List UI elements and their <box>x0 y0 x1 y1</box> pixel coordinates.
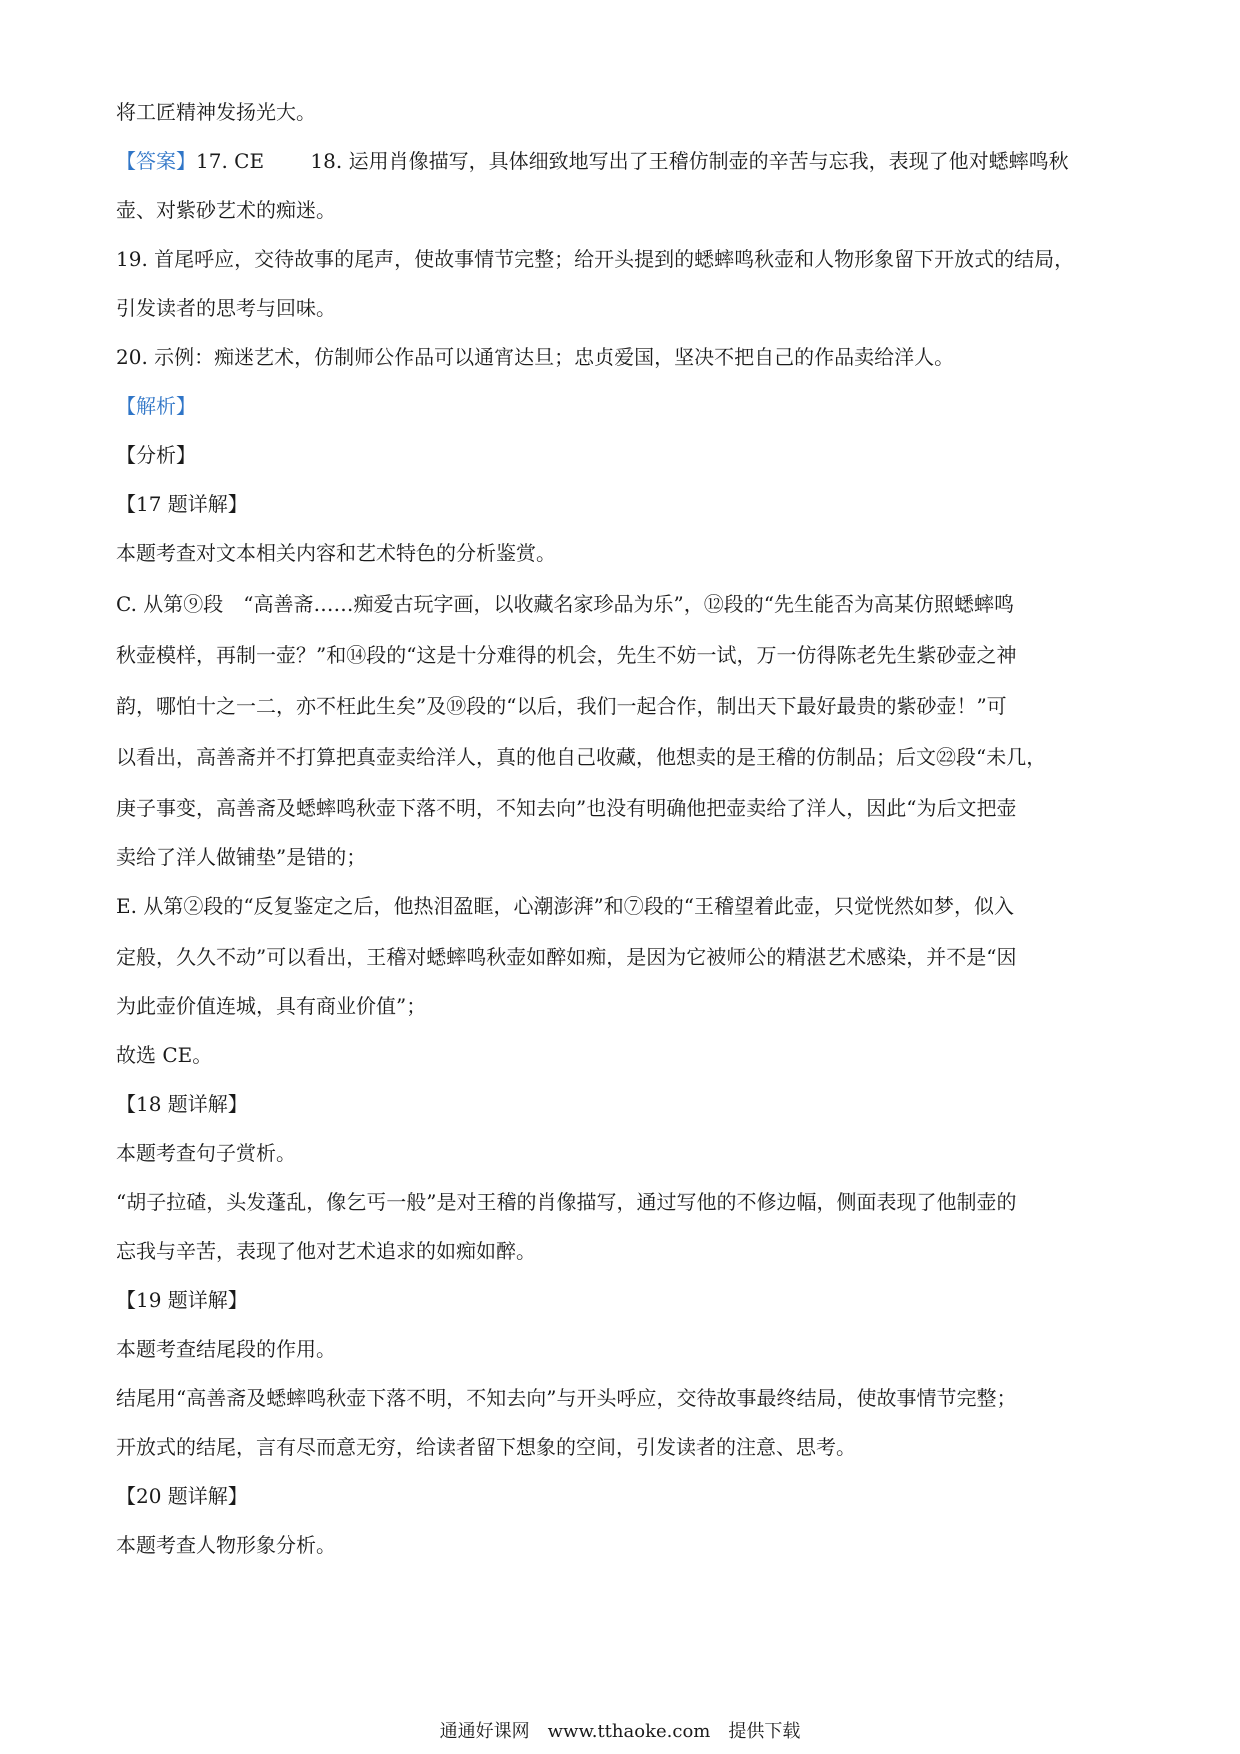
answer-line <box>116 146 1069 176</box>
section-heading: 【18 题详解】 <box>116 1092 248 1116</box>
text-line: 20. 示例：痴迷艺术，仿制师公作品可以通宵达旦；忠贞爱国，坚决不把自己的作品卖给洋人。 <box>116 345 955 369</box>
answer-tag: 【答案】 <box>116 149 196 173</box>
text-line: 将工匠精神发扬光大。 <box>116 100 316 124</box>
text-line: 定般，久久不动”可以看出，王稽对蟋蟀鸣秋壶如醉如痴，是因为它被师公的精湛艺术感染，并不是“因 <box>116 945 1017 969</box>
text-line: 以看出，高善斋并不打算把真壶卖给洋人，真的他自己收藏，他想卖的是王稽的仿制品；后文㉒段“未几， <box>116 745 1047 769</box>
section-heading: 【17 题详解】 <box>116 492 248 516</box>
text-line: 开放式的结尾，言有尽而意无穷，给读者留下想象的空间，引发读者的注意、思考。 <box>116 1435 856 1459</box>
section-heading: 【19 题详解】 <box>116 1288 248 1312</box>
text-line: 庚子事变，高善斋及蟋蟀鸣秋壶下落不明，不知去向”也没有明确他把壶卖给了洋人，因此“为后文把壶 <box>116 796 1017 820</box>
text-line: “胡子拉碴，头发蓬乱，像乞丐一般”是对王稽的肖像描写，通过写他的不修边幅，侧面表现了他制壶的 <box>116 1190 1017 1214</box>
text-line: 忘我与辛苦，表现了他对艺术追求的如痴如醉。 <box>116 1239 536 1263</box>
text-line: 壶、对紫砂艺术的痴迷。 <box>116 198 336 222</box>
text-line: 韵，哪怕十之一二，亦不枉此生矣”及⑲段的“以后，我们一起合作，制出天下最好最贵的紫砂壶！”可 <box>116 694 1007 718</box>
text-line: 本题考查人物形象分析。 <box>116 1533 336 1557</box>
analysis-tag: 【解析】 <box>116 394 196 418</box>
text-line: 结尾用“高善斋及蟋蟀鸣秋壶下落不明，不知去向”与开头呼应，交待故事最终结局，使故事情节完整； <box>116 1386 1017 1410</box>
text-line: 本题考查对文本相关内容和艺术特色的分析鉴赏。 <box>116 541 556 565</box>
section-heading: 【分析】 <box>116 443 196 467</box>
answer-text: 17. CE 18. 运用肖像描写，具体细致地写出了王稽仿制壶的辛苦与忘我，表现了他对蟋蟀鸣秋 <box>196 149 1069 173</box>
text-line: 本题考查句子赏析。 <box>116 1141 296 1165</box>
page-footer: 通通好课网 www.tthaoke.com 提供下载 <box>439 1721 801 1742</box>
text-line: 19. 首尾呼应，交待故事的尾声，使故事情节完整；给开头提到的蟋蟀鸣秋壶和人物形象留下开放式的结局， <box>116 247 1075 271</box>
section-heading: 【20 题详解】 <box>116 1484 248 1508</box>
text-line: 卖给了洋人做铺垫”是错的； <box>116 845 367 869</box>
text-line: 故选 CE。 <box>116 1043 213 1067</box>
text-line: C. 从第⑨段 “高善斋……痴爱古玩字画，以收藏名家珍品为乐”，⑫段的“先生能否为高某仿照蟋蟀鸣 <box>116 592 1014 616</box>
text-line: E. 从第②段的“反复鉴定之后，他热泪盈眶，心潮澎湃”和⑦段的“王稽望着此壶，只觉恍然如梦，似入 <box>116 894 1014 918</box>
text-line: 秋壶模样，再制一壶？”和⑭段的“这是十分难得的机会，先生不妨一试，万一仿得陈老先生紫砂壶之神 <box>116 643 1017 667</box>
text-line: 为此壶价值连城，具有商业价值”； <box>116 994 427 1018</box>
text-line: 引发读者的思考与回味。 <box>116 296 336 320</box>
text-line: 本题考查结尾段的作用。 <box>116 1337 336 1361</box>
